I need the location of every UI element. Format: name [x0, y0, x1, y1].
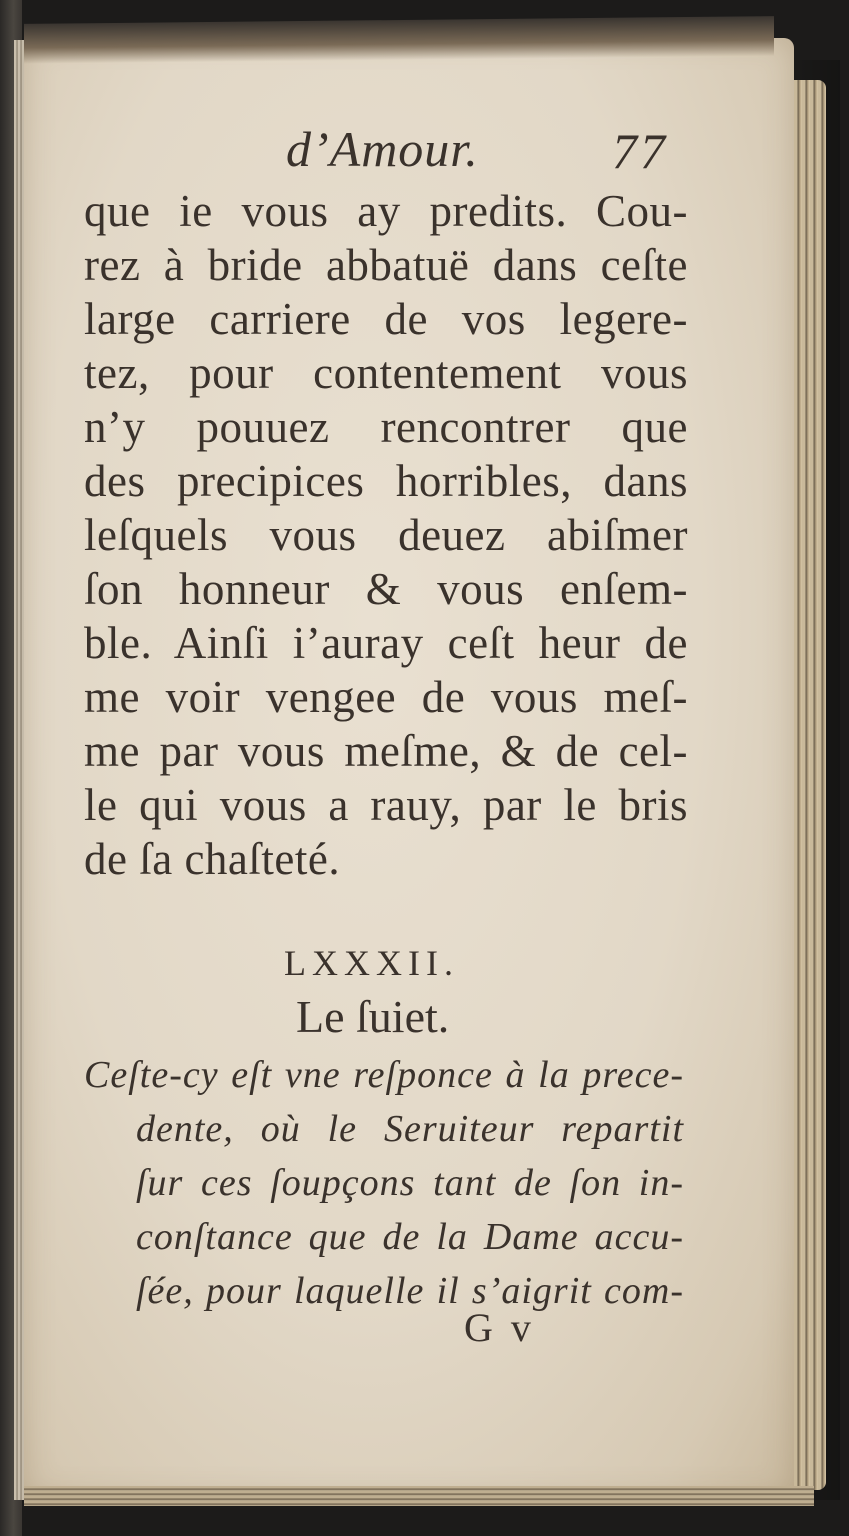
signature-mark: G v [464, 1305, 535, 1350]
body-line: rez à bride abbatuë dans ceſte [84, 240, 688, 290]
body-text [84, 184, 688, 886]
body-line: le qui vous a rauy, par le bris [84, 780, 688, 830]
summary-line: Ceſte-cy eſt vne reſponce à la prece- [84, 1054, 684, 1096]
body-line: ſon honneur & vous enſem- [84, 564, 688, 614]
section-title: Le ſuiet. [296, 991, 450, 1042]
summary-line: conſtance que de la Dame accu- [136, 1216, 684, 1258]
summary-line: dente, où le Seruiteur repartit [136, 1108, 684, 1150]
body-line: que ie vous ay predits. Cou- [84, 186, 688, 236]
body-line: tez, pour contentement vous [84, 348, 688, 398]
page-top-shadow [24, 16, 774, 64]
section-number: LXXXII. [284, 943, 459, 983]
summary-line: ſur ces ſoupçons tant de ſon in- [136, 1162, 684, 1204]
bottom-page-stack [24, 1486, 814, 1506]
body-line: de ſa chaſteté. [84, 834, 341, 884]
body-line: large carriere de vos legere- [84, 294, 688, 344]
body-line: n’y pouuez rencontrer que [84, 402, 688, 452]
summary-line: ſée, pour laquelle il s’aigrit com- [136, 1270, 684, 1312]
section-summary [84, 1048, 684, 1318]
body-line: des precipices horribles, dans [84, 456, 688, 506]
page-number: 77 [612, 123, 668, 179]
body-line: ble. Ainſi i’auray ceſt heur de [84, 618, 688, 668]
body-line: leſquels vous deuez abiſmer [84, 510, 688, 560]
body-line: me voir vengee de vous meſ- [84, 672, 688, 722]
body-line: me par vous meſme, & de cel- [84, 726, 688, 776]
running-head: d’Amour. [286, 121, 479, 177]
